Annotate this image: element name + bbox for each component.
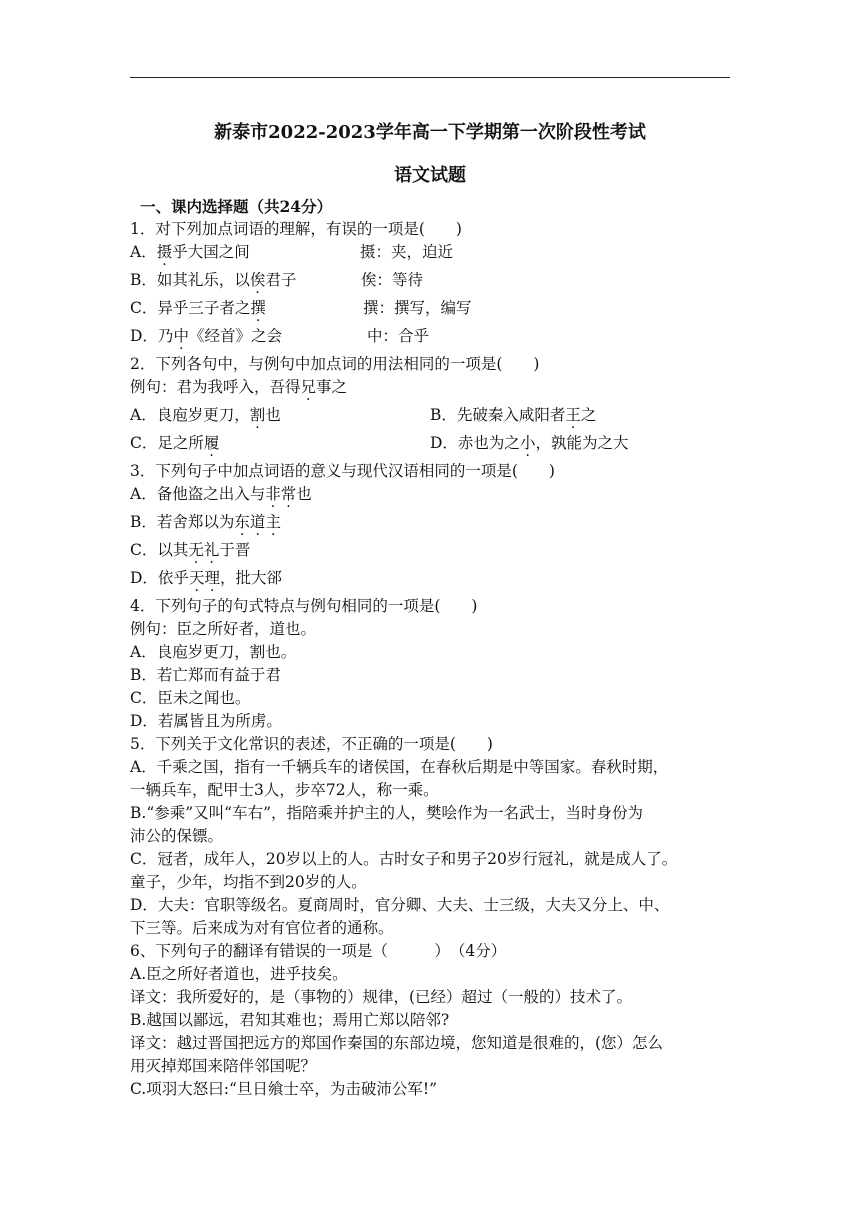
q1-gloss-d: 中：合乎 <box>367 327 430 345</box>
q6-stem: 6、下列句子的翻译有错误的一项是（ ） （4分） <box>130 942 507 960</box>
dotted-char: 摄 <box>156 243 173 261</box>
q2-example: 例句：君为我呼入，吾得兄事之 <box>130 378 348 396</box>
q5-option-d-line2: 下三等。后来成为对有官位者的通称。 <box>130 919 394 937</box>
q5-option-d-line1: D．大夫：官职等级名。夏商周时，官分卿、大夫、士三级，大夫又分上、中、 <box>130 896 670 914</box>
exam-subtitle: 语文试题 <box>394 165 466 186</box>
q6-option-b-translation-line2: 用灭掉郑国来陪伴邻国呢？ <box>130 1057 317 1075</box>
dotted-char: 理 <box>204 569 220 587</box>
exam-title: 新泰市2022-2023学年高一下学期第一次阶段性考试 <box>214 122 646 143</box>
q3-option-d: D．依乎天理，批大郤 <box>130 569 282 587</box>
q6-option-b-translation-line1: 译文：越过晋国把远方的郑国作秦国的东部边境，您知道是很难的，(您）怎么 <box>130 1034 664 1052</box>
dotted-char: 俟 <box>249 271 266 289</box>
q2-option-a: A．良庖岁更刀，割也 <box>130 406 281 424</box>
dotted-char: 主 <box>265 513 281 531</box>
q3-stem: 3．下列句子中加点词语的意义与现代汉语相同的一项是( ) <box>130 462 555 480</box>
dotted-char: 兄 <box>300 378 317 396</box>
q3-option-a: A．备他盗之出入与非常也 <box>130 485 312 503</box>
q4-option-a: A．良庖岁更刀，割也。 <box>130 643 297 661</box>
q6-option-a: A.臣之所好者道也，进乎技矣。 <box>130 965 348 983</box>
q1-option-c: C．异乎三子者之撰 <box>130 299 266 317</box>
q4-option-c: C．臣未之闻也。 <box>130 689 251 707</box>
q5-stem: 5．下列关于文化常识的表述，不正确的一项是( ) <box>130 735 493 753</box>
q1-stem: 1．对下列加点词语的理解，有误的一项是( ) <box>130 220 462 238</box>
q1-gloss-a: 摄：夹，迫近 <box>360 243 454 261</box>
q4-option-d: D．若属皆且为所虏。 <box>130 712 282 730</box>
q6-option-c: C.项羽大怒曰:“旦日飨士卒，为击破沛公军!” <box>130 1080 438 1098</box>
q4-option-b: B．若亡郑而有益于君 <box>130 666 281 684</box>
dotted-char: 小 <box>519 434 536 452</box>
q2-option-d: D．赤也为之小，孰能为之大 <box>430 434 629 452</box>
q1-option-b: B．如其礼乐，以俟君子 <box>130 271 297 289</box>
dotted-char: 东 <box>234 513 250 531</box>
q2-option-c: C．足之所履 <box>130 434 220 452</box>
dotted-char: 王 <box>565 406 581 424</box>
q5-option-a-line2: 一辆兵车，配甲士3人，步卒72人，称一乘。 <box>130 781 439 799</box>
dotted-char: 常 <box>280 485 297 503</box>
q3-option-c: C．以其无礼于晋 <box>130 541 251 559</box>
q5-option-b-line1: B.“参乘”又叫“车右”，指陪乘并护主的人，樊哙作为一名武士，当时身份为 <box>130 804 644 822</box>
dotted-char: 无 <box>188 541 204 559</box>
dotted-char: 非 <box>265 485 281 503</box>
dotted-char: 割 <box>249 406 266 424</box>
q5-option-c-line2: 童子，少年，均指不到20岁的人。 <box>130 873 367 891</box>
dotted-char: 天 <box>188 569 205 587</box>
q4-example: 例句：臣之所好者，道也。 <box>130 620 317 638</box>
q1-option-a: A．摄乎大国之间 <box>130 243 250 261</box>
q2-stem: 2．下列各句中，与例句中加点词的用法相同的一项是( ) <box>130 355 540 373</box>
q4-stem: 4．下列句子的句式特点与例句相同的一项是( ) <box>130 597 478 615</box>
dotted-char: 礼 <box>203 541 220 559</box>
section-heading: 一、课内选择题（共24分） <box>140 197 333 216</box>
dotted-char: 道 <box>249 513 266 531</box>
q5-option-a-line1: A．千乘之国，指有一千辆兵车的诸侯国，在春秋后期是中等国家。春秋时期， <box>130 758 669 776</box>
q5-option-c-line1: C．冠者，成年人，20岁以上的人。古时女子和男子20岁行冠礼，就是成人了。 <box>130 850 678 868</box>
q2-option-b: B．先破秦入咸阳者王之 <box>430 406 597 424</box>
dotted-char: 中 <box>173 327 189 345</box>
q1-option-d: D．乃中《经首》之会 <box>130 327 282 345</box>
q6-option-a-translation: 译文：我所爱好的，是（事物的）规律，(已经）超过（一般的）技术了。 <box>130 988 633 1006</box>
q6-option-b: B.越国以鄙远，君知其难也；焉用亡郑以陪邻? <box>130 1011 450 1029</box>
q5-option-b-line2: 沛公的保镖。 <box>130 827 224 845</box>
q1-gloss-b: 俟：等待 <box>361 271 424 289</box>
q1-gloss-c: 撰：撰写，编写 <box>363 299 472 317</box>
header-rule <box>130 77 730 78</box>
dotted-char: 履 <box>203 434 220 452</box>
dotted-char: 撰 <box>250 299 266 317</box>
q3-option-b: B．若舍郑以为东道主 <box>130 513 281 531</box>
